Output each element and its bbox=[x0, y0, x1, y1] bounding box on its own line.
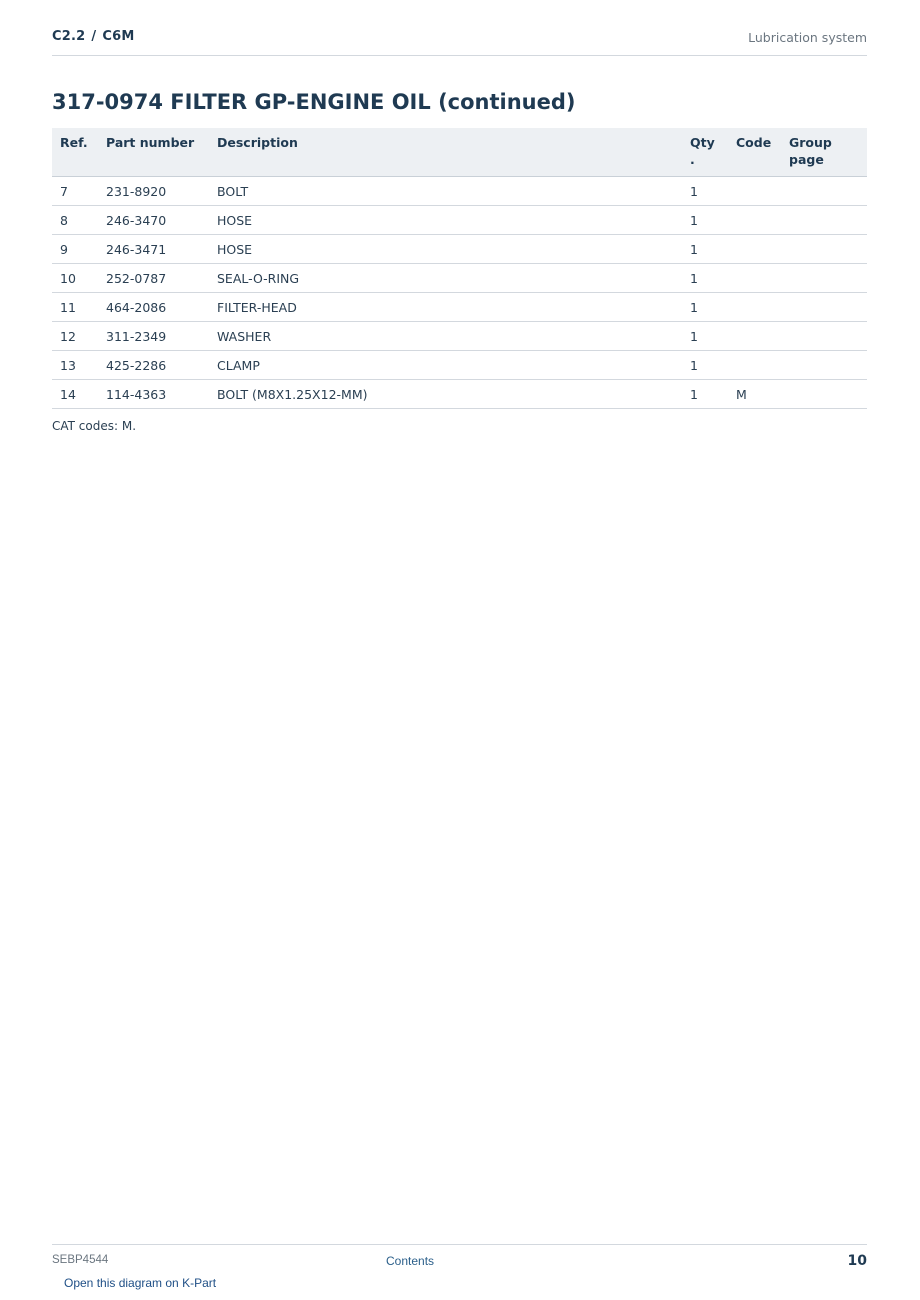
cell-description: FILTER-HEAD bbox=[209, 293, 682, 322]
cell-part-number: 246-3470 bbox=[98, 206, 209, 235]
cell-qty: 1 bbox=[682, 351, 728, 380]
page-title-suffix: (continued) bbox=[438, 90, 576, 114]
table-row bbox=[52, 380, 867, 409]
table-row bbox=[52, 264, 867, 293]
cell-part-number: 464-2086 bbox=[98, 293, 209, 322]
cell-group-page bbox=[781, 177, 867, 206]
cell-ref: 10 bbox=[52, 264, 98, 293]
page-footer bbox=[52, 1244, 867, 1269]
cell-description: HOSE bbox=[209, 206, 682, 235]
cell-part-number: 252-0787 bbox=[98, 264, 209, 293]
cell-qty: 1 bbox=[682, 264, 728, 293]
cat-codes-footnote: CAT codes: M. bbox=[52, 419, 137, 433]
cell-ref: 7 bbox=[52, 177, 98, 206]
cell-group-page bbox=[781, 351, 867, 380]
breadcrumb-model: C2.2 bbox=[52, 29, 86, 44]
cell-qty: 1 bbox=[682, 235, 728, 264]
table-row bbox=[52, 322, 867, 351]
cell-qty: 1 bbox=[682, 177, 728, 206]
column-header-code: Code bbox=[728, 128, 781, 177]
table-row bbox=[52, 351, 867, 380]
page-header bbox=[52, 29, 867, 56]
cell-description: BOLT (M8X1.25X12-MM) bbox=[209, 380, 682, 409]
cell-description: HOSE bbox=[209, 235, 682, 264]
page-number: 10 bbox=[847, 1253, 867, 1269]
column-header-qty bbox=[682, 128, 728, 177]
cell-part-number: 311-2349 bbox=[98, 322, 209, 351]
cell-ref: 14 bbox=[52, 380, 98, 409]
cell-group-page bbox=[781, 380, 867, 409]
cell-group-page bbox=[781, 264, 867, 293]
column-header-group-page: Group page bbox=[781, 128, 867, 177]
table-row bbox=[52, 235, 867, 264]
cell-qty: 1 bbox=[682, 206, 728, 235]
breadcrumb-separator: / bbox=[91, 29, 97, 44]
contents-link[interactable]: Contents bbox=[386, 1254, 435, 1268]
cell-group-page bbox=[781, 235, 867, 264]
cell-ref: 9 bbox=[52, 235, 98, 264]
cell-code bbox=[728, 351, 781, 380]
open-in-kpart-link[interactable]: Open this diagram on K-Part bbox=[64, 1276, 217, 1290]
cell-ref: 11 bbox=[52, 293, 98, 322]
table-row bbox=[52, 293, 867, 322]
cell-ref: 8 bbox=[52, 206, 98, 235]
cell-code bbox=[728, 293, 781, 322]
cell-qty: 1 bbox=[682, 380, 728, 409]
cell-group-page bbox=[781, 206, 867, 235]
cell-description: SEAL-O-RING bbox=[209, 264, 682, 293]
parts-table bbox=[52, 128, 867, 409]
cell-part-number: 231-8920 bbox=[98, 177, 209, 206]
cell-qty: 1 bbox=[682, 322, 728, 351]
cell-code bbox=[728, 322, 781, 351]
cell-code bbox=[728, 177, 781, 206]
cell-group-page bbox=[781, 322, 867, 351]
cell-qty: 1 bbox=[682, 293, 728, 322]
section-name: Lubrication system bbox=[748, 30, 867, 45]
column-header-description: Description bbox=[209, 128, 682, 177]
cell-description: WASHER bbox=[209, 322, 682, 351]
document-id: SEBP4544 bbox=[52, 1254, 109, 1266]
cell-code: M bbox=[728, 380, 781, 409]
cell-ref: 13 bbox=[52, 351, 98, 380]
cell-code bbox=[728, 206, 781, 235]
cell-ref: 12 bbox=[52, 322, 98, 351]
column-header-part-number: Part number bbox=[98, 128, 209, 177]
column-header-ref: Ref. bbox=[52, 128, 98, 177]
cell-part-number: 114-4363 bbox=[98, 380, 209, 409]
cell-description: CLAMP bbox=[209, 351, 682, 380]
table-row bbox=[52, 177, 867, 206]
cell-description: BOLT bbox=[209, 177, 682, 206]
cell-group-page bbox=[781, 293, 867, 322]
cell-code bbox=[728, 235, 781, 264]
cell-code bbox=[728, 264, 781, 293]
cell-part-number: 246-3471 bbox=[98, 235, 209, 264]
page-title bbox=[52, 90, 576, 114]
breadcrumb bbox=[52, 29, 134, 44]
column-header-qty-label: Qty. bbox=[690, 135, 715, 167]
table-header-row bbox=[52, 128, 867, 177]
breadcrumb-variant: C6M bbox=[102, 29, 135, 44]
page-title-main: 317-0974 FILTER GP-ENGINE OIL bbox=[52, 90, 431, 114]
table-row bbox=[52, 206, 867, 235]
cell-part-number: 425-2286 bbox=[98, 351, 209, 380]
